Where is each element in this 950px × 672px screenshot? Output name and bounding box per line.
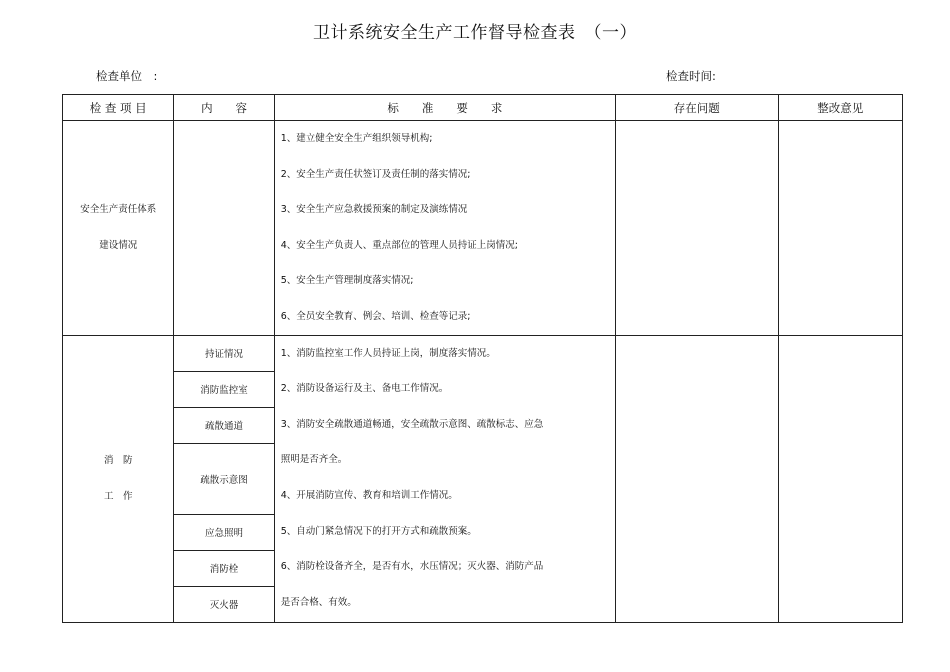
standard-line: 1、建立健全安全生产组织领导机构;	[280, 133, 433, 144]
standard-line: 3、安全生产应急救援预案的制定及演练情况	[280, 204, 468, 216]
inspection-table	[62, 94, 903, 623]
standard-line: 是否合格、有效。	[280, 596, 357, 608]
issues-cell[interactable]	[615, 335, 778, 622]
content-evacuation-route: 疏散通道	[174, 407, 274, 443]
section-responsibility-row	[63, 121, 903, 336]
standard-line: 4、安全生产负责人、重点部位的管理人员持证上岗情况;	[280, 239, 518, 251]
standard-line: 照明是否齐全。	[280, 454, 348, 466]
header-issues: 存在问题	[615, 95, 778, 121]
header-content: 内 容	[174, 95, 274, 121]
standard-line: 5、安全生产管理制度落实情况;	[280, 275, 414, 287]
standards-fire	[274, 335, 615, 622]
content-emergency-lighting: 应急照明	[174, 514, 274, 550]
header-item: 检 查 项 目	[63, 95, 174, 121]
content-evacuation-map: 疏散示意图	[174, 443, 274, 514]
standard-line: 1、消防监控室工作人员持证上岗，制度落实情况。	[280, 347, 496, 359]
standard-line: 4、开展消防宣传、教育和培训工作情况。	[280, 489, 458, 501]
content-cell-empty	[174, 121, 274, 336]
content-hydrant: 消防栓	[174, 550, 274, 586]
standard-line: 6、消防栓设备齐全，是否有水，水压情况；灭火器、消防产品	[280, 561, 544, 573]
item-line: 工 作	[103, 490, 133, 502]
inspection-unit-label: 检查单位 :	[96, 69, 158, 83]
standard-line: 2、消防设备运行及主、备电工作情况。	[280, 383, 449, 395]
standard-line: 6、全员安全教育、例会、培训、检查等记录;	[280, 310, 471, 322]
header-row	[63, 95, 903, 121]
rectify-cell[interactable]	[778, 121, 902, 336]
issues-cell[interactable]	[615, 121, 778, 336]
standard-line: 2、安全生产责任状签订及责任制的落实情况;	[280, 168, 471, 180]
content-certification: 持证情况	[174, 335, 274, 371]
content-extinguisher: 灭火器	[174, 586, 274, 622]
section-fire-row	[63, 335, 903, 371]
page-title: 卫计系统安全生产工作督导检查表 （一）	[313, 23, 637, 43]
item-fire	[63, 335, 174, 622]
item-line: 安全生产责任体系	[80, 203, 157, 215]
item-line: 建设情况	[99, 239, 138, 251]
header-standard: 标 准 要 求	[274, 95, 615, 121]
standards-responsibility	[274, 121, 615, 336]
inspection-time-label: 检查时间:	[666, 69, 716, 83]
content-monitor-room: 消防监控室	[174, 371, 274, 407]
header-rectify: 整改意见	[778, 95, 902, 121]
standard-line: 3、消防安全疏散通道畅通，安全疏散示意图、疏散标志、应急	[280, 418, 544, 430]
rectify-cell[interactable]	[778, 335, 902, 622]
item-responsibility	[63, 121, 174, 336]
item-line: 消 防	[103, 454, 133, 466]
standard-line: 5、自动门紧急情况下的打开方式和疏散预案。	[280, 525, 477, 537]
